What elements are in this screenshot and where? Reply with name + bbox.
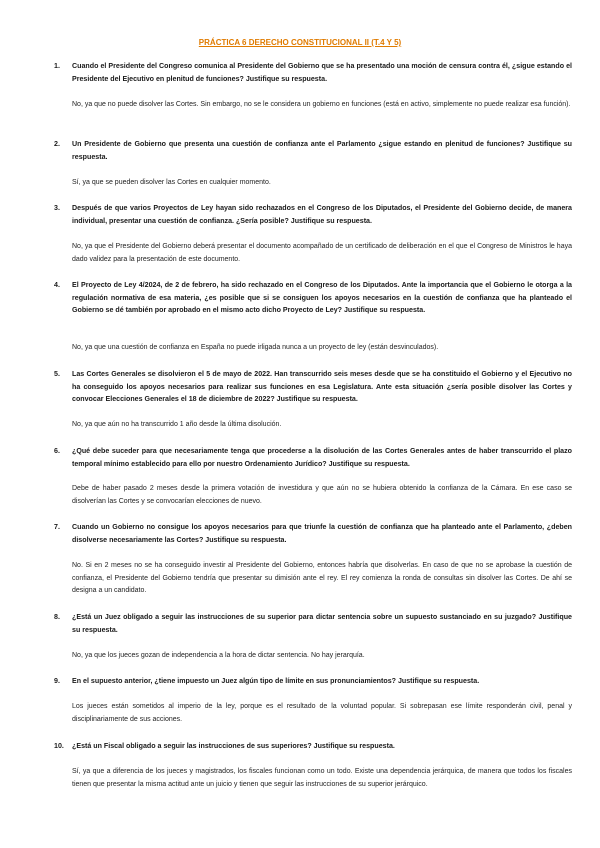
answer-text: Los jueces están sometidos al imperio de la ley, porque es el resultado de la voluntad popular. Si sobrepasan ese límite responderán civil, penal y disciplinariamente de sus acciones. xyxy=(72,703,572,723)
answer-text: Sí, ya que se pueden disolver las Cortes en cualquier momento. xyxy=(72,179,271,186)
answer-text: No, ya que los jueces gozan de independencia a la hora de dictar sentencia. No hay jerarquía. xyxy=(72,652,365,659)
answer-text: No, ya que aún no ha transcurrido 1 año desde la última disolución. xyxy=(72,421,282,428)
question-text: ¿Está un Fiscal obligado a seguir las instrucciones de sus superiores? Justifique su respuesta. xyxy=(72,742,395,750)
question-number: 5. xyxy=(54,370,60,378)
answer-text: Debe de haber pasado 2 meses desde la primera votación de investidura y que aún no se hubiera obtenido la confianza de la Cámara. En ese caso se disolverían las Cortes y se convocarían elecciones de nuevo. xyxy=(72,485,572,505)
question-number: 8. xyxy=(54,613,60,621)
question-number: 9. xyxy=(54,677,60,685)
answer-text: No, ya que una cuestión de confianza en España no puede irligada nunca a un proyecto de ley (están desvinculados). xyxy=(72,344,439,351)
question-text: Las Cortes Generales se disolvieron el 5 de mayo de 2022. Han transcurrido seis meses desde que se ha constituido el Gobierno y el Ejecutivo no ha conseguido los apoyos necesarios para realizar sus funciones en esa Legislatura. Ante esta situación ¿sería posible disolver las Cortes y convocar Elecciones Generales el 18 de diciembre de 2022? Justifique su respuesta. xyxy=(72,370,572,403)
question-number: 10. xyxy=(54,742,64,750)
question-number: 3. xyxy=(54,204,60,212)
question-text: ¿Qué debe suceder para que necesariamente tenga que procederse a la disolución de las Cortes Generales antes de haber transcurrido el plazo temporal mínimo establecido para ello por nuestro Ordenamiento Jurídico? Justifique su respuesta. xyxy=(72,447,572,468)
question-number: 4. xyxy=(54,281,60,289)
answer-text: Sí, ya que a diferencia de los jueces y magistrados, los fiscales funcionan como un todo. Existe una dependencia jerárquica, de manera que todos los fiscales tienen que presentar la misma actitud ante un juicio y tienen que seguir las instrucciones de su superior jerárquico. xyxy=(72,768,572,788)
question-text: Cuando el Presidente del Congreso comunica al Presidente del Gobierno que se ha presentado una moción de censura contra él, ¿sigue estando el Presidente del Ejecutivo en plenitud de funciones? Justifique su respuesta. xyxy=(72,62,572,83)
question-number: 7. xyxy=(54,523,60,531)
question-number: 1. xyxy=(54,62,60,70)
question-text: Cuando un Gobierno no consigue los apoyos necesarios para que triunfe la cuestión de confianza que ha planteado ante el Parlamento, ¿deben disolverse necesariamente las Cortes? Justifique su respuesta. xyxy=(72,523,572,544)
question-text: El Proyecto de Ley 4/2024, de 2 de febrero, ha sido rechazado en el Congreso de los Diputados. Ante la importancia que el Gobierno le otorga a la regulación normativa de esa materia, ¿es posible que si se consiguen los apoyos necesarios en la cuestión de confianza que ha planteado el Gobierno se dé también por aprobado en el mismo acto dicho Proyecto de Ley? Justifique su respuesta. xyxy=(72,281,572,314)
question-text: Un Presidente de Gobierno que presenta una cuestión de confianza ante el Parlamento ¿sigue estando en plenitud de funciones? Justifique su respuesta. xyxy=(72,140,572,161)
answer-text: No, ya que el Presidente del Gobierno deberá presentar el documento acompañado de un certificado de deliberación en el que el Congreso de Ministros le haya dado validez para la presentación de este documento. xyxy=(72,243,572,263)
question-number: 6. xyxy=(54,447,60,455)
page-title: PRÁCTICA 6 DERECHO CONSTITUCIONAL II (T.4 Y 5) xyxy=(198,38,402,47)
question-text: En el supuesto anterior, ¿tiene impuesto un Juez algún tipo de límite en sus pronunciamientos? Justifique su respuesta. xyxy=(72,677,480,685)
question-number: 2. xyxy=(54,140,60,148)
question-text: ¿Está un Juez obligado a seguir las instrucciones de su superior para dictar sentencia sobre un supuesto sustanciado en su juzgado? Justifique su respuesta. xyxy=(72,613,572,634)
answer-text: No. Si en 2 meses no se ha conseguido investir al Presidente del Gobierno, entonces habría que disolverlas. En caso de que no se aprobase la cuestión de confianza, el Presidente del Gobierno tendría que presentar su dimisión ante el rey. El rey comienza la ronda de consultas sin disolver las Cortes. De ahí se designa a un candidato. xyxy=(72,562,572,594)
question-text: Después de que varios Proyectos de Ley hayan sido rechazados en el Congreso de los Diputados, el Presidente del Gobierno decide, de manera individual, presentar una cuestión de confianza. ¿Sería posible? Justifique su respuesta. xyxy=(72,204,572,225)
answer-text: No, ya que no puede disolver las Cortes. Sin embargo, no se le considera un gobierno en funciones (está en activo, simplemente no puede realizar esa función). xyxy=(72,101,571,108)
